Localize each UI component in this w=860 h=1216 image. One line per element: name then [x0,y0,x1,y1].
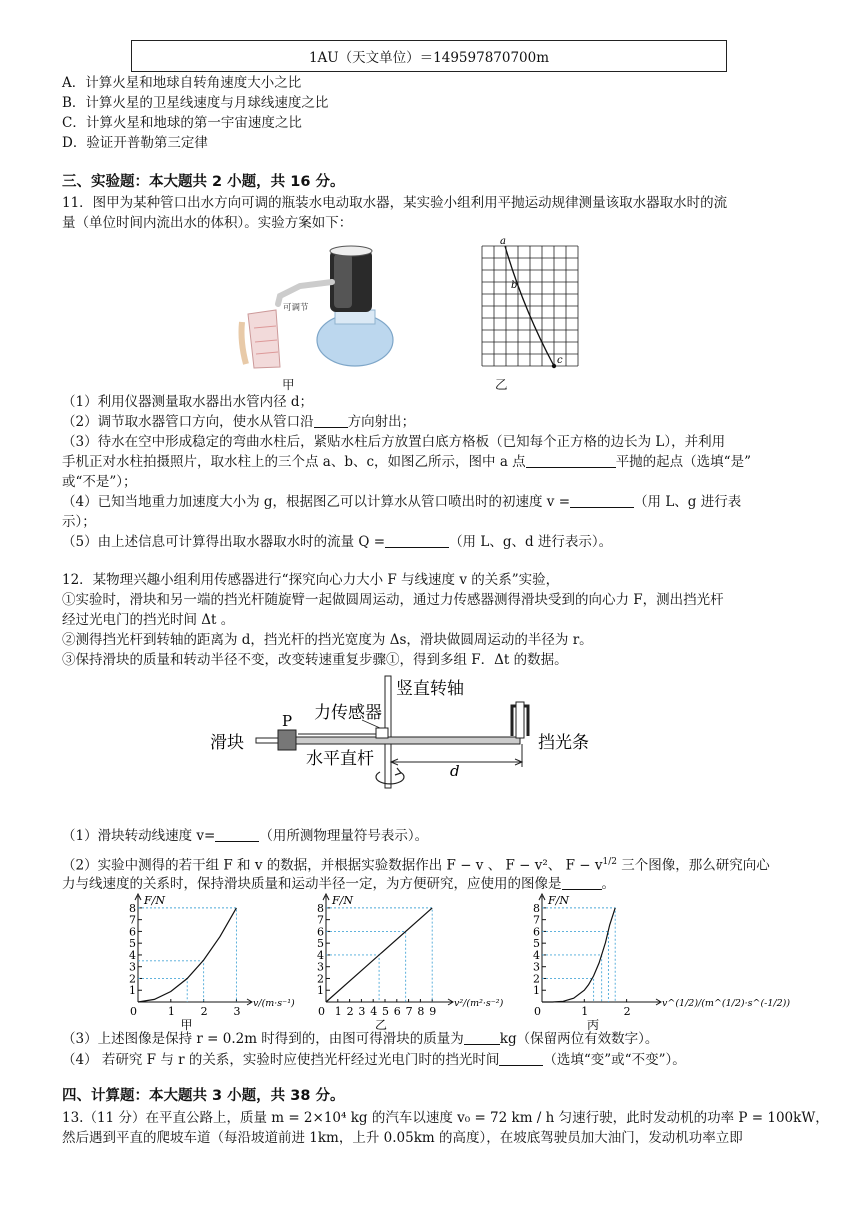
y-tick-label: 7 [317,913,324,927]
guide-line [138,961,204,1002]
option-d: D．验证开普勒第三定律 [62,135,208,151]
figure-yi-label: 乙 [495,377,508,392]
x-tick-label: 3 [358,1005,366,1018]
q11-stem-line1: 11．图甲为某种管口出水方向可调的瓶装水电动取水器，某实验小组利用平抛运动规律测量该取水器取水时的流 [62,195,728,211]
x-tick-label: 0 [130,1005,137,1018]
option-a: A．计算火星和地球自转角速度大小之比 [62,75,302,91]
y-tick-label: 8 [129,901,136,915]
data-line [138,908,236,1002]
x-tick-label: 7 [405,1005,413,1018]
vertical-axis-label: 竖直转轴 [396,679,464,699]
option-b: B．计算火星的卫星线速度与月球线速度之比 [62,95,329,111]
y-axis-label: F/N [548,894,569,907]
q11-step2: （2）调节取水器管口方向，使水从管口沿 方向射出； [62,414,416,430]
y-tick-label: 3 [129,960,136,974]
y-tick-label: 4 [129,948,136,962]
flow-rate-blank[interactable] [385,533,449,548]
x-tick-label: 6 [393,1005,401,1018]
q12-stem: 12．某物理兴趣小组利用传感器进行“探究向心力大小 F 与线速度 v 的关系”实验， [62,572,560,588]
q12-q2-line2: 力与线速度的关系时，保持滑块质量和运动半径一定，为方便研究，应使用的图像是 。 [62,876,615,892]
y-tick-label: 2 [129,972,136,986]
q11-step5: （5）由上述信息可计算得出取水器取水时的流量 Q = （用 L、g、d 进行表示）。 [62,534,613,550]
au-definition-text: 1AU（天文单位）＝149597870700m [308,50,550,66]
p-label: P [282,712,293,730]
q12-q4: （4） 若研究 F 与 r 的关系，实验时应使挡光杆经过光电门时的挡光时间 （选填“变”或“不变”）。 [62,1052,686,1068]
point-c-label: c [557,355,563,366]
chart-f-v2 [310,892,510,1032]
q12-q1: （1）滑块转动线速度 v= （用所测物理量符号表示）。 [62,828,429,844]
y-tick-label: 2 [317,972,324,986]
x-tick-label: 1 [167,1005,175,1018]
initial-velocity-blank[interactable] [570,493,634,508]
y-tick-label: 4 [533,948,540,962]
chart-title: 甲 [180,1018,193,1032]
x-tick-label: 0 [534,1005,541,1018]
x-tick-label: 1 [334,1005,342,1018]
q11-step3-line2: 手机正对水柱拍摄照片，取水柱上的三个点 a、b、c，如图乙所示，图中 a 点 平抛的起点（选填“是” [62,454,751,470]
y-tick-label: 5 [317,937,324,951]
guide-line [138,978,187,1002]
guide-line [138,908,236,1002]
y-tick-label: 6 [533,925,540,939]
y-tick-label: 6 [317,925,324,939]
y-tick-label: 6 [129,925,136,939]
q11-step4-line2: 示）； [62,514,96,530]
mass-blank[interactable] [464,1030,500,1045]
y-axis-label: F/N [332,894,353,907]
guide-line [542,978,594,1002]
q11-step3-line1: （3）待水在空中形成稳定的弯曲水柱后，紧贴水柱后方放置白底方格板（已知每个正方格的边长为 L），并利用 [62,434,726,450]
y-tick-label: 5 [533,937,540,951]
y-tick-label: 1 [533,984,540,998]
q11-step1: （1）利用仪器测量取水器出水管内径 d； [62,394,314,410]
figure-jia-label: 甲 [282,377,295,392]
shade-strip-label: 挡光条 [538,733,589,753]
y-tick-label: 7 [129,913,136,927]
start-point-blank[interactable] [526,453,616,468]
velocity-formula-blank[interactable] [215,827,259,842]
option-c: C．计算火星和地球的第一宇宙速度之比 [62,115,302,131]
y-tick-label: 1 [129,984,136,998]
apparatus-figure [210,672,650,812]
x-tick-label: 1 [581,1005,589,1018]
chart-title: 乙 [375,1018,388,1032]
q12-q3: （3）上述图像是保持 r = 0.2m 时得到的，由图可得滑块的质量为 kg（保留两位有效数字）。 [62,1031,659,1047]
y-tick-label: 8 [317,901,324,915]
distance-d-label: d [450,762,460,780]
horizontal-rod-label: 水平直杆 [306,749,374,769]
adjustable-tag: 可调节 [283,303,309,313]
x-tick-label: 2 [623,1005,631,1018]
x-tick-label: 2 [200,1005,208,1018]
q12-step3: ③保持滑块的质量和转动半径不变，改变转速重复步骤①，得到多组 F．Δt 的数据。 [62,652,568,668]
y-tick-label: 8 [533,901,540,915]
x-tick-label: 8 [417,1005,425,1018]
x-tick-label: 2 [346,1005,354,1018]
au-definition-box [131,40,727,72]
chart-title: 丙 [587,1018,600,1032]
q12-step2: ②测得挡光杆到转轴的距离为 d，挡光杆的挡光宽度为 Δs，滑块做圆周运动的半径为 r。 [62,632,593,648]
x-axis-label: v/(m·s⁻¹) [253,998,295,1009]
data-line [326,908,432,1002]
x-tick-label: 4 [370,1005,378,1018]
point-c-marker [552,364,556,368]
q13-line2: 然后遇到平直的爬坡车道（每沿坡道前进 1km，上升 0.05km 的高度），在坡底驾驶员加大油门，发动机功率立即 [62,1130,743,1146]
x-tick-label: 9 [429,1005,437,1018]
y-tick-label: 7 [533,913,540,927]
guide-line [542,931,608,1002]
x-tick-label: 3 [233,1005,241,1018]
y-tick-label: 5 [129,937,136,951]
x-tick-label: 5 [382,1005,389,1018]
chart-f-sqrtv [526,892,791,1032]
y-tick-label: 2 [533,972,540,986]
chart-f-v [120,892,295,1032]
x-tick-label: 0 [318,1005,325,1018]
x-axis-label: v^(1/2)/(m^(1/2)·s^(-1/2)) [662,998,791,1009]
q11-stem-line2: 量（单位时间内流出水的体积）。实验方案如下： [62,215,353,231]
shading-time-blank[interactable] [499,1051,543,1066]
section4-title: 四、计算题：本大题共 3 小题，共 38 分。 [62,1088,345,1104]
y-tick-label: 1 [317,984,324,998]
q11-step4-line1: （4）已知当地重力加速度大小为 g，根据图乙可以计算水从管口喷出时的初速度 v = （用 L、g 进行表 [62,494,742,510]
q11-step3-line3: 或“不是”）； [62,474,137,490]
grid-figure [478,236,588,371]
water-dispenser-figure [240,242,420,370]
y-tick-label: 3 [533,960,540,974]
section3-title: 三、实验题：本大题共 2 小题，共 16 分。 [62,174,345,190]
direction-blank[interactable] [314,413,348,428]
y-axis-label: F/N [144,894,165,907]
q12-q2-line1: （2）实验中测得的若干组 F 和 v 的数据，并根据实验数据作出 F − v 、 F − v²、 $F - v^{1/2}$ 三个图像，那么研究向心 [62,857,770,874]
q13-line1: 13.（11 分）在平直公路上，质量 m = 2×10⁴ kg 的汽车以速度 v₀ = 72 km / h 匀速行驶，此时发动机的功率 P = 100kW， [62,1110,829,1126]
q12-step1-line2: 经过光电门的挡光时间 Δt 。 [62,612,235,628]
graph-choice-blank[interactable] [562,875,602,890]
x-axis-label: v²/(m²·s⁻²) [454,998,504,1009]
slider-label: 滑块 [210,733,244,753]
point-a-label: a [500,236,506,247]
y-tick-label: 4 [317,948,324,962]
point-b-label: b [511,280,518,291]
q12-step1-line1: ①实验时，滑块和另一端的挡光杆随旋臂一起做圆周运动，通过力传感器测得滑块受到的向心力 F，测出挡光杆 [62,592,724,608]
y-tick-label: 3 [317,960,324,974]
force-sensor-label: 力传感器 [314,703,382,723]
